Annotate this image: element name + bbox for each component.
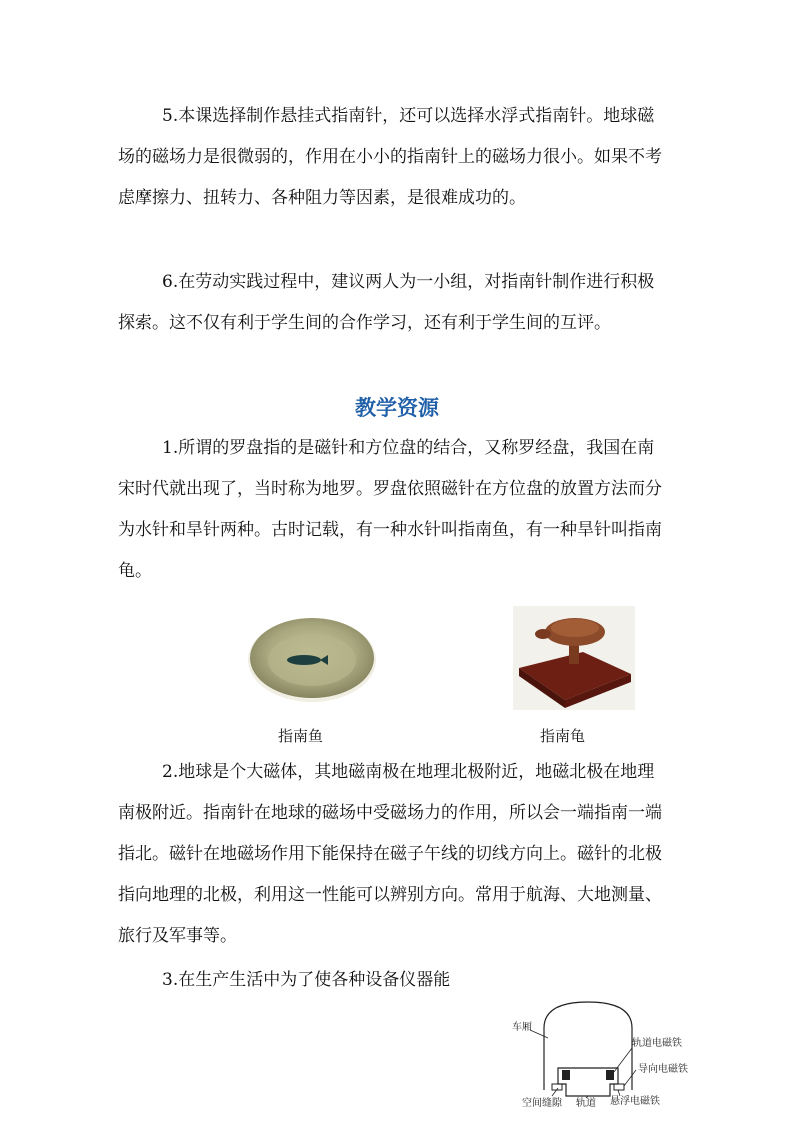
label-guide-magnet: 导向电磁铁 <box>638 1064 688 1075</box>
turtle-stand-illustration <box>513 606 635 710</box>
maglev-diagram <box>508 998 698 1110</box>
section-heading: 教学资源 <box>355 396 439 420</box>
label-levitation-magnet: 悬浮电磁铁 <box>610 1096 660 1107</box>
label-track: 轨道 <box>576 1098 596 1109</box>
fish-bowl-illustration <box>246 612 378 702</box>
turtle-caption: 指南龟 <box>540 727 586 745</box>
label-track-magnet: 轨道电磁铁 <box>632 1038 682 1049</box>
label-carriage: 车厢 <box>512 1022 532 1033</box>
maglev-diagram-svg <box>508 998 698 1110</box>
fish-caption: 指南鱼 <box>278 727 324 745</box>
paragraph-6: 6.在劳动实践过程中，建议两人为一小组，对指南针制作进行积极探索。这不仅有利于学生间的合作学习，还有利于学生间的互评。 <box>118 272 655 333</box>
south-pointing-fish-image <box>246 612 378 702</box>
south-pointing-turtle-image <box>513 606 635 710</box>
resource-paragraph-2: 2.地球是个大磁体，其地磁南极在地理北极附近，地磁北极在地理南极附近。指南针在地球的磁场中受磁场力的作用，所以会一端指南一端指北。磁针在地磁场作用下能保持在磁子午线的切线方向上。磁针的北极指向地理的北极，利用这一性能可以辨别方向。常用于航海、大地测量、旅行及军事等。 <box>118 762 662 946</box>
resource-paragraph-1: 1.所谓的罗盘指的是磁针和方位盘的结合，又称罗经盘，我国在南宋时代就出现了，当时称为地罗。罗盘依照磁针在方位盘的放置方法而分为水针和旱针两种。古时记载，有一种水针叫指南鱼，有一种旱针叫指南龟。 <box>118 438 662 581</box>
label-gap: 空间缝隙 <box>522 1098 562 1109</box>
paragraph-5: 5.本课选择制作悬挂式指南针，还可以选择水浮式指南针。地球磁场的磁场力是很微弱的，作用在小小的指南针上的磁场力很小。如果不考虑摩擦力、扭转力、各种阻力等因素，是很难成功的。 <box>118 106 662 208</box>
resource-paragraph-3: 3.在生产生活中为了使各种设备仪器能 <box>162 970 451 990</box>
